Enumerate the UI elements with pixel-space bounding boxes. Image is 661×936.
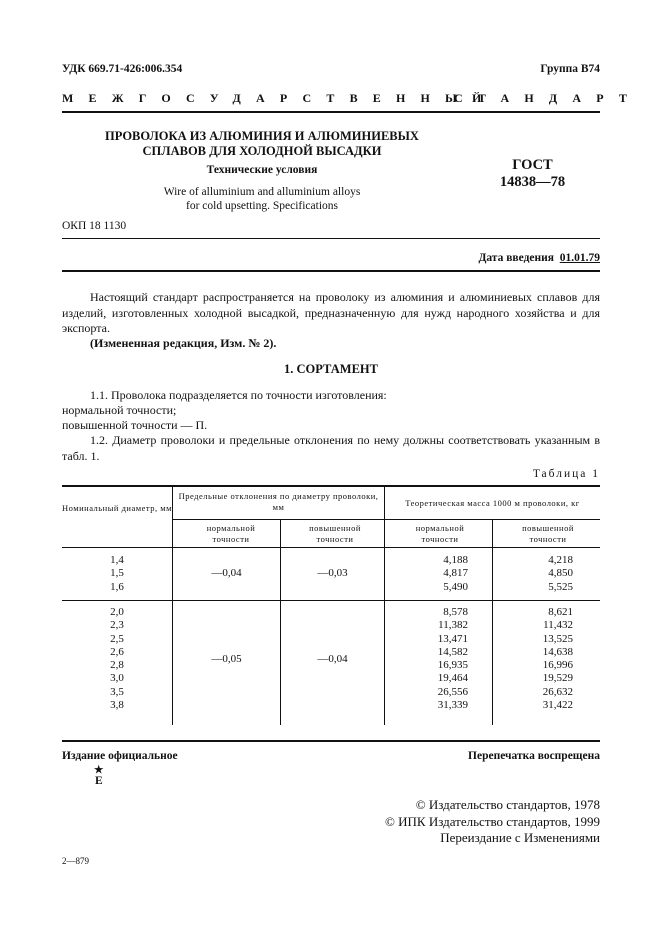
reprint-notice: Перепечатка воспрещена [468,750,600,762]
header-dev-normal: нормальной точности [206,523,256,544]
table-cell-diameter: 1,6 [110,580,124,593]
table-cell-mass-normal: 13,471 [437,632,468,645]
table-cell-mass-increased: 8,621 [548,606,573,618]
table-subheader-rule [172,519,600,520]
table-cell-diameter: 2,5 [110,632,124,645]
table-cell-dev-normal: —0,04 [211,567,242,579]
table-cell-mass-increased: 19,529 [542,672,573,685]
table-cell-mass-normal: 11,382 [438,619,468,632]
udk-code: УДК 669.71-426:006.354 [62,63,183,75]
table-cell-mass-increased: 26,632 [542,685,573,698]
okp-code: ОКП 18 1130 [62,220,127,232]
header-mass-increased: повышенной точности [522,523,574,544]
table-caption: Таблица 1 [532,468,600,480]
table-cell-diameter: 3,5 [110,685,124,698]
print-code: 2—879 [62,856,89,866]
standard-word-standard: СТАНДАРТ [454,91,643,105]
header-deviations: Предельные отклонения по диаметру проволоки, мм [178,491,379,512]
table-cell-mass-increased: 4,850 [548,567,573,580]
official-edition: Издание официальное [62,750,178,762]
header-mass: Теоретическая масса 1000 м проволоки, кг [405,498,580,508]
table-cell-diameter: 2,3 [110,619,124,632]
gost-designation [470,157,595,191]
footer-rule [62,740,600,742]
header-dev-increased: повышенной точности [309,523,361,544]
group-code: Группа В74 [540,63,600,75]
table-header-rule [62,547,600,548]
item-1-2: 1.2. Диаметр проволоки и предельные отклонения по нему должны соответствовать указанным в табл. 1. [62,433,600,463]
table-cell-mass-normal: 14,582 [437,645,468,658]
table-col-line [280,519,281,725]
title-rule [62,238,600,239]
revision-note: (Измененная редакция, Изм. № 2). [90,336,277,350]
title-line-2: СПЛАВОВ ДЛЯ ХОЛОДНОЙ ВЫСАДКИ [142,144,382,158]
table-top-rule [62,485,600,487]
header-diameter: Номинальный диаметр, мм [62,503,172,513]
title-block [62,129,462,159]
diameter-column [62,554,172,594]
section-title: 1. СОРТАМЕНТ [284,362,378,376]
table-cell-diameter: 1,5 [110,567,124,580]
table-col-line [172,485,173,725]
table-cell-diameter: 1,4 [110,554,124,566]
gost-label: ГОСТ [512,157,553,173]
table-cell-diameter: 3,0 [110,672,124,685]
english-title-line-1: Wire of alluminium and alluminium alloys [163,186,361,198]
date-rule [62,270,600,272]
reissue-note: Переиздание с Изменениями [440,830,600,845]
intro-date-label: Дата введения [478,252,554,264]
table-cell-mass-increased: 5,525 [548,580,573,593]
table-cell-mass-normal: 26,556 [437,685,468,698]
table-cell-dev-normal: —0,05 [211,653,242,665]
standard-word-interstate: МЕЖГОСУДАРСТВЕННЫЙ [62,91,497,105]
table-cell-mass-normal: 5,490 [443,580,468,593]
header-rule [62,111,600,113]
table-1 [62,485,600,725]
table-cell-diameter: 2,6 [110,645,124,658]
item-1-1-increased: повышенной точности — П. [62,418,208,432]
table-cell-dev-increased: —0,03 [317,567,348,579]
table-cell-diameter: 2,8 [110,659,124,672]
english-title [62,186,462,213]
intro-date [478,252,600,264]
table-cell-diameter: 3,8 [110,699,124,712]
table-cell-mass-increased: 31,422 [542,699,573,712]
copyright-block [385,797,600,847]
table-cell-mass-normal: 8,578 [443,606,468,618]
english-title-line-2: for cold upsetting. Specifications [185,199,339,212]
title-line-1: ПРОВОЛОКА ИЗ АЛЮМИНИЯ И АЛЮМИНИЕВЫХ [105,129,419,143]
letter-e: Е [95,775,103,787]
header-mass-normal: нормальной точности [415,523,465,544]
mass-increased-column [493,606,573,712]
mass-normal-column [385,554,468,594]
table-cell-dev-increased: —0,04 [317,653,348,665]
table-cell-mass-increased: 11,432 [543,619,573,632]
table-cell-mass-increased: 4,218 [548,554,573,566]
copyright-1999: © ИПК Издательство стандартов, 1999 [385,813,600,829]
table-cell-mass-increased: 14,638 [542,645,573,658]
paragraph-scope: Настоящий стандарт распространяется на проволоку из алюминия и алюминиевых сплавов для изделий, изготовленных холодной высадкой, предназначенную для нужд народного хозяйства и для экспорта. [62,290,600,335]
diameter-column [62,606,172,712]
table-cell-mass-normal: 4,817 [443,567,468,580]
gost-number: 14838—78 [499,174,566,190]
table-cell-mass-normal: 31,339 [437,699,468,712]
item-1-1-normal: нормальной точности; [62,403,177,417]
intro-date-value: 01.01.79 [559,252,600,264]
copyright-1978: © Издательство стандартов, 1978 [415,797,600,812]
star-mark: ★ [94,765,104,776]
mass-normal-column [385,606,468,712]
table-cell-mass-normal: 4,188 [443,554,468,566]
item-1-1: 1.1. Проволока подразделяется по точности изготовления: [90,388,387,402]
table-cell-mass-increased: 16,996 [542,659,573,672]
subtitle: Технические условия [206,164,318,176]
table-cell-mass-normal: 16,935 [437,659,468,672]
table-cell-mass-increased: 13,525 [542,632,573,645]
table-group-rule [62,600,600,601]
table-cell-diameter: 2,0 [110,606,124,618]
table-cell-mass-normal: 19,464 [437,672,468,685]
mass-increased-column [493,554,573,594]
